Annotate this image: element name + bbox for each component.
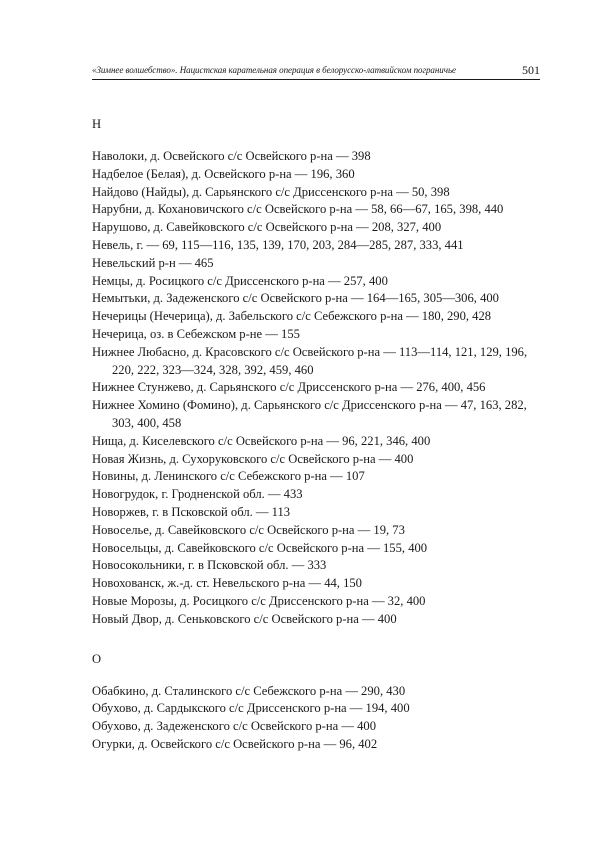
- index-section-n: [92, 112, 540, 629]
- index-entry: Обухово, д. Сардыкского с/с Дриссенского р-на — 194, 400: [92, 701, 410, 716]
- index-entry: Немытьки, д. Задеженского с/с Освейского р-на — 164—165, 305—306, 400: [92, 291, 499, 306]
- index-entry: Новоселье, д. Савейковского с/с Освейского р-на — 19, 73: [92, 522, 405, 537]
- index-section-o: [92, 647, 540, 754]
- index-entry: Обабкино, д. Сталинского с/с Себежского р-на — 290, 430: [92, 683, 406, 698]
- index-entry: Нарубни, д. Кохановичского с/с Освейского р-на — 58, 66—67, 165, 398, 440: [92, 202, 504, 217]
- index-entry: Новая Жизнь, д. Сухоруковского с/с Освейского р-на — 400: [92, 451, 414, 466]
- index-entry: Новохованск, ж.-д. ст. Невельского р-на — 44, 150: [92, 576, 362, 591]
- index-entry: Новогрудок, г. Гродненской обл. — 433: [92, 487, 303, 502]
- index-entry: Невель, г. — 69, 115—116, 135, 139, 170, 203, 284—285, 287, 333, 441: [92, 237, 464, 252]
- entry-list: [92, 683, 540, 754]
- index-entry: Новины, д. Ленинского с/с Себежского р-на — 107: [92, 469, 365, 484]
- running-header: [92, 63, 540, 79]
- index-entry: Новосокольники, г. в Псковской обл. — 333: [92, 558, 327, 573]
- running-title: «Зимнее волшебство». Нацистская карательная операция в белорусско-латвийском пограничье: [92, 65, 456, 75]
- entry-list: [92, 148, 540, 629]
- section-letter: О: [92, 651, 102, 666]
- index-entry: Огурки, д. Освейского с/с Освейского р-на — 96, 402: [92, 736, 378, 751]
- index-entry: Нижнее Хомино (Фомино), д. Сарьянского с/с Дриссенского р-на — 47, 163, 282, 303, 400, 458: [92, 398, 527, 430]
- page-number: 501: [522, 63, 540, 77]
- index-entry: Нарушово, д. Савейковского с/с Освейского р-на — 208, 327, 400: [92, 220, 442, 235]
- section-gap: [92, 629, 540, 647]
- index-entry: Наволоки, д. Освейского с/с Освейского р-на — 398: [92, 149, 371, 163]
- index-entry: Надбелое (Белая), д. Освейского р-на — 196, 360: [92, 166, 355, 181]
- index-entry: Новоржев, г. в Псковской обл. — 113: [92, 504, 291, 519]
- section-letter: Н: [92, 117, 102, 131]
- index-entry: Нижнее Любасно, д. Красовского с/с Освейского р-на — 113—114, 121, 129, 196, 220, 222, 323—324, 328, 392, 459, 460: [92, 344, 528, 377]
- index-entry: Новые Морозы, д. Росицкого с/с Дриссенского р-на — 32, 400: [92, 593, 426, 608]
- index-content: [92, 112, 540, 754]
- index-entry: Новосельцы, д. Савейковского с/с Освейского р-на — 155, 400: [92, 540, 428, 555]
- index-entry: Найдово (Найды), д. Сарьянского с/с Дриссенского р-на — 50, 398: [92, 184, 450, 199]
- index-entry: Нечерицы (Нечерица), д. Забельского с/с Себежского р-на — 180, 290, 428: [92, 309, 492, 324]
- index-entry: Нижнее Стунжево, д. Сарьянского с/с Дриссенского р-на — 276, 400, 456: [92, 380, 486, 395]
- index-entry: Невельский р-н — 465: [92, 255, 214, 270]
- index-entry: Нечерица, оз. в Себежском р-не — 155: [92, 326, 300, 341]
- index-entry: Нища, д. Киселевского с/с Освейского р-на — 96, 221, 346, 400: [92, 433, 431, 448]
- header-rule: [92, 79, 540, 80]
- index-entry: Новый Двор, д. Сеньковского с/с Освейского р-на — 400: [92, 611, 397, 626]
- index-entry: Обухово, д. Задеженского с/с Освейского р-на — 400: [92, 719, 376, 734]
- index-entry: Немцы, д. Росицкого с/с Дриссенского р-на — 257, 400: [92, 273, 388, 288]
